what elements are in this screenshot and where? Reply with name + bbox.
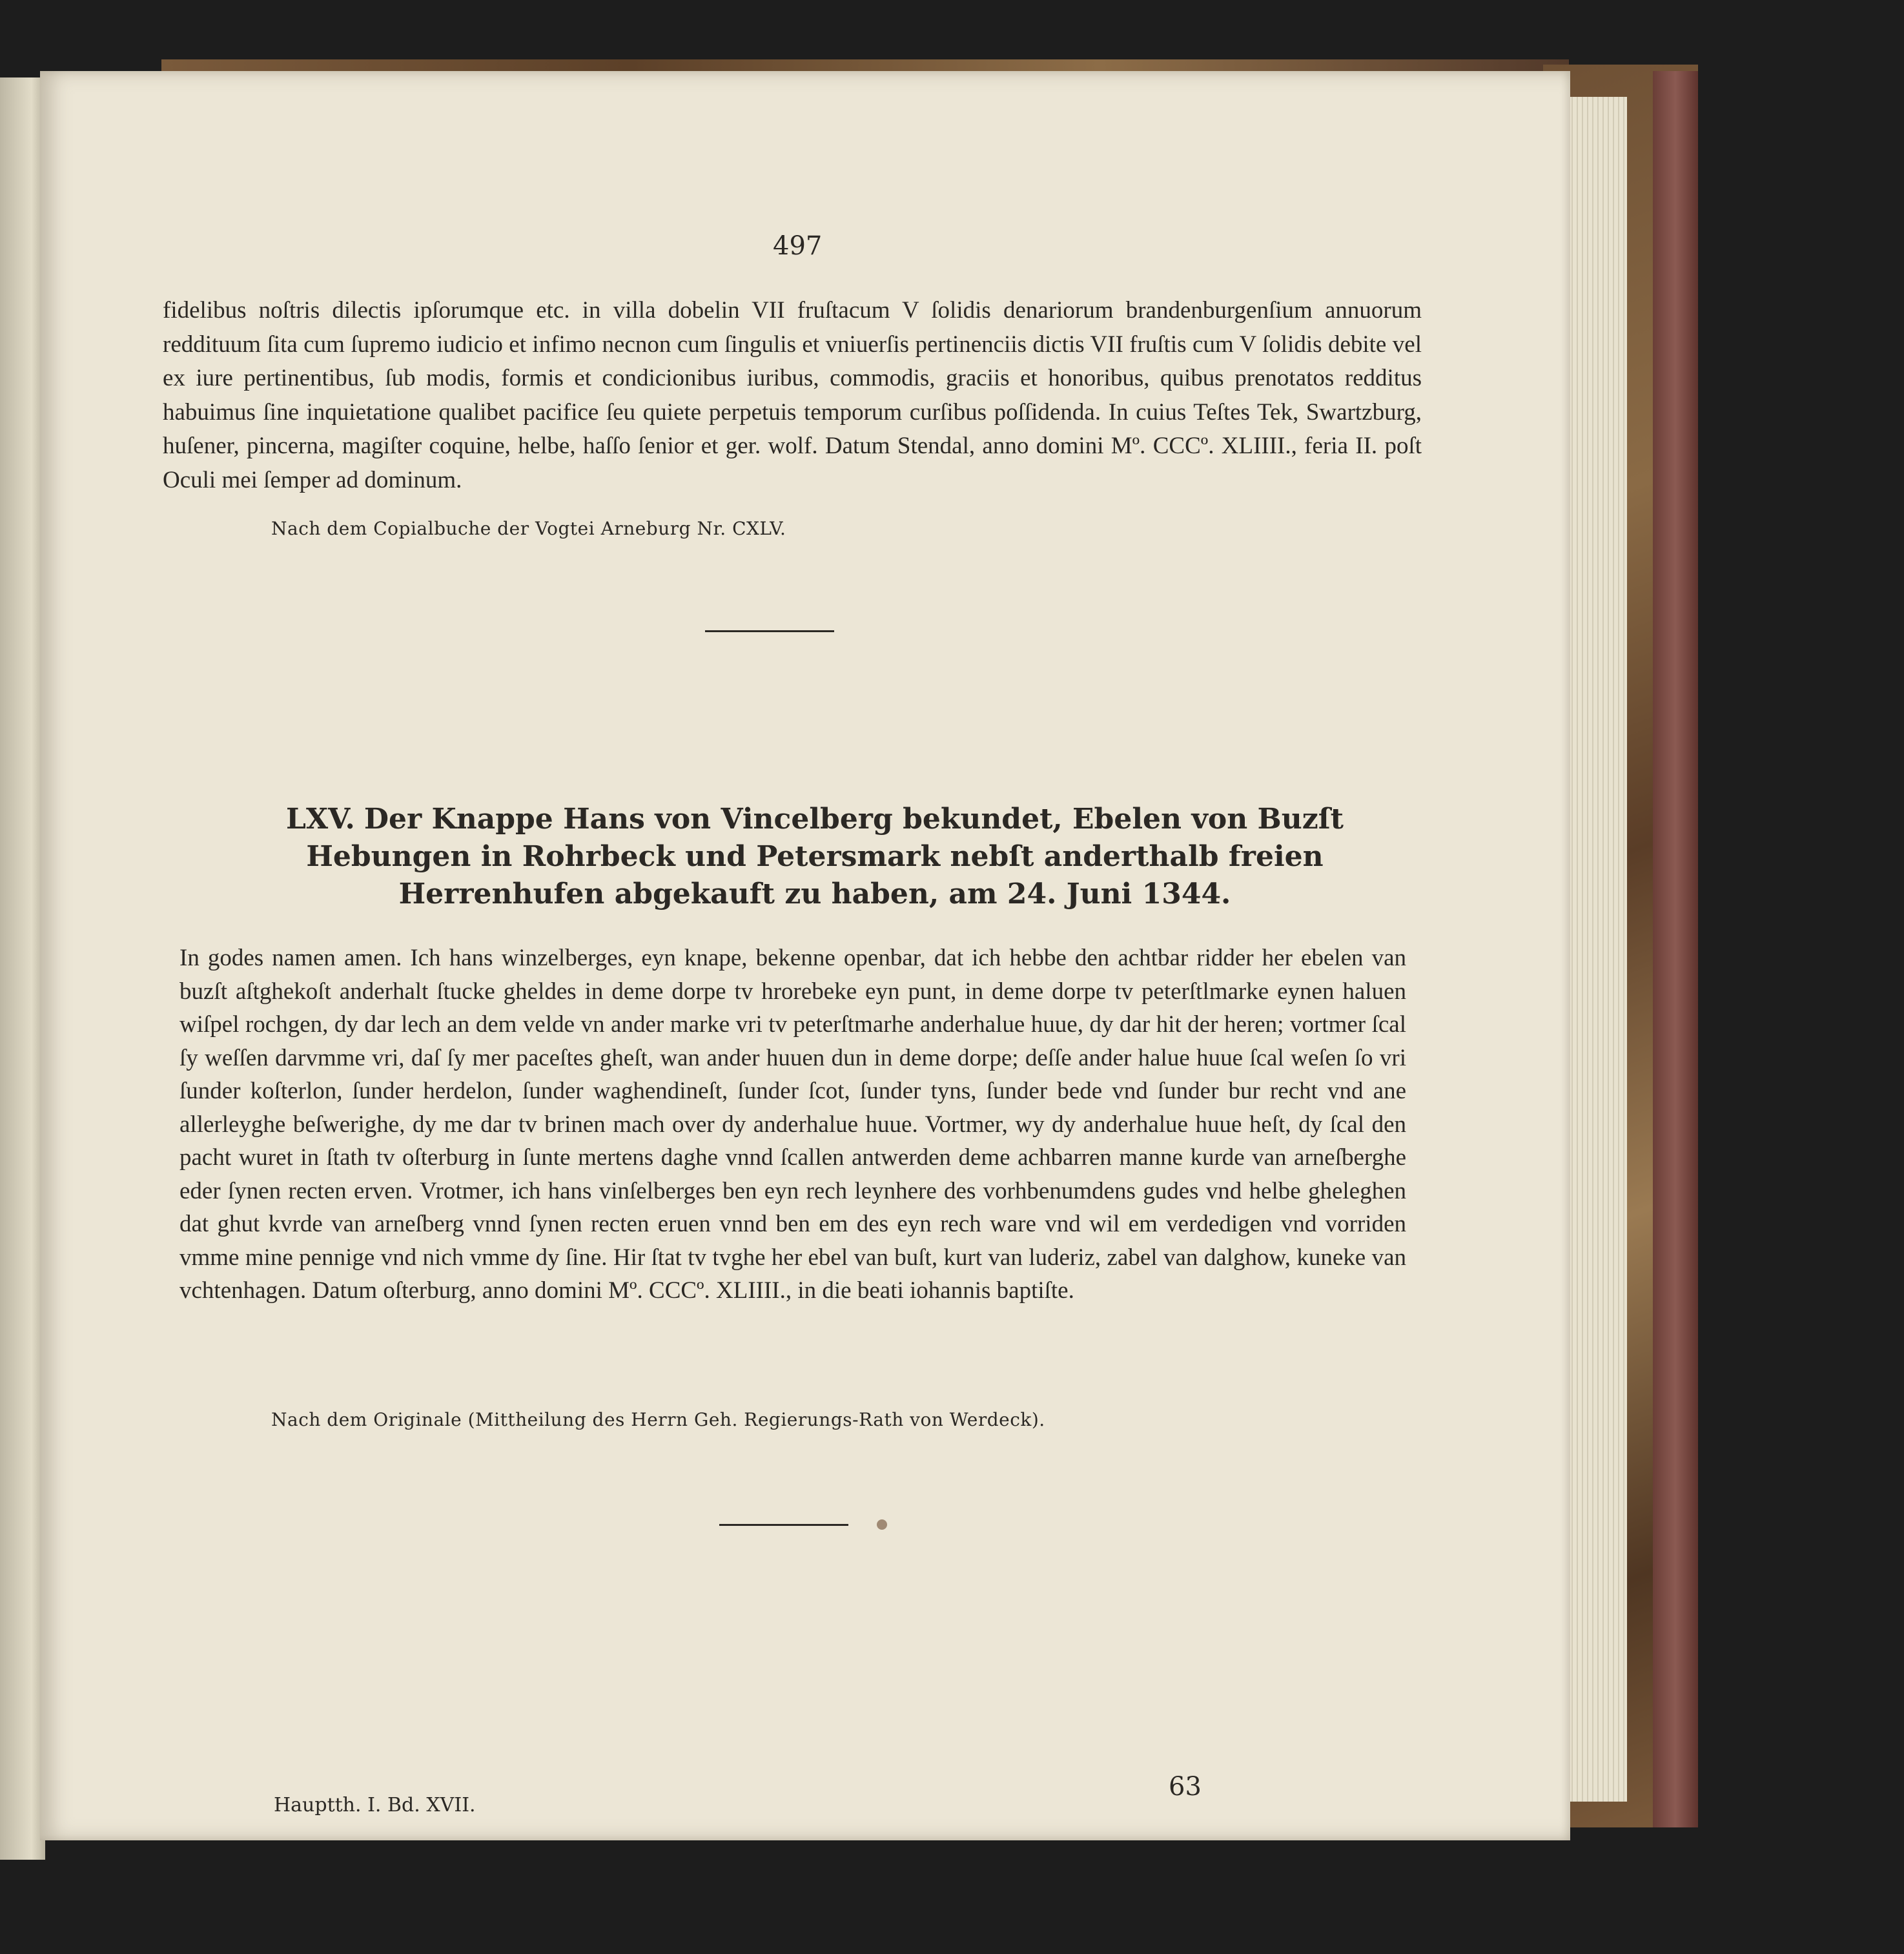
section-title: Der Knappe Hans von Vincelberg bekundet, Ebelen von Buzſt Hebungen in Rohrbeck und Petersmark nebſt anderthalb freien Herrenhufen abgekauft zu haben, am 24. Juni 1344. <box>306 803 1344 910</box>
footer-volume-signature: Hauptth. I. Bd. XVII. <box>274 1794 476 1816</box>
section-heading <box>208 801 1422 913</box>
page-stack-edge <box>1562 97 1627 1802</box>
source-note-1: Nach dem Copialbuche der Vogtei Arneburg Nr. CXLV. <box>271 518 786 539</box>
ink-speck <box>877 1519 887 1530</box>
section-divider-2 <box>719 1524 848 1526</box>
document-paragraph-1: fidelibus noſtris dilectis ipſorumque etc. in villa dobelin VII fruſtacum V ſolidis denariorum brandenburgenſium annuorum reddituum ſita cum ſupremo iudicio et infimo necnon cum ſingulis et vniuerſis pertinenciis dictis VII fruſtis cum V ſolidis debite vel ex iure pertinentibus, ſub modis, formis et condicionibus iuribus, commodis, graciis et honoribus, quibus prenotatos redditus habuimus ſine inquietatione qualibet pacifice ſeu quiete perpetuis temporum curſibus poſſidenda. In cuius Teſtes Tek, Swartzburg, huſener, pincerna, magiſter coquine, helbe, haſſo ſenior et ger. wolf. Datum Stendal, anno domini Mº. CCCº. XLIIII., feria II. poſt Oculi mei ſemper ad dominum. <box>163 297 1422 493</box>
page-number: 497 <box>773 231 823 261</box>
source-note-2: Nach dem Originale (Mittheilung des Herrn Geh. Regierungs-Rath von Werdeck). <box>271 1409 1045 1430</box>
book-spine-edge <box>1653 71 1698 1827</box>
book-page <box>40 71 1570 1840</box>
facing-page-edge <box>0 77 45 1860</box>
document-paragraph-2: In godes namen amen. Ich hans winzelberges, eyn knape, bekenne openbar, dat ich hebbe den achtbar ridder her ebelen van buzſt aſtghekoſt anderhalt ſtucke gheldes in deme dorpe tv hrorebeke eyn punt, in deme dorpe tv peterſtlmarke eynen haluen wiſpel rochgen, dy dar lech an dem velde vn ander marke vri tv peterſtmarhe anderhalue huue, dy dar hit der heren; vortmer ſcal ſy weſſen darvmme vri, daſ ſy mer paceſtes gheſt, wan ander huuen dun in deme dorpe; deſſe ander halue huue ſcal weſen ſo vri ſunder koſterlon, ſunder herdelon, ſunder waghendineſt, ſunder ſcot, ſunder tyns, ſunder bede vnd ſunder bur recht vnd ane allerleyghe beſwerighe, dy me dar tv brinen mach over dy anderhalue huue. Vortmer, wy dy anderhalue huue heſt, dy ſcal den pacht wuret in ſtath tv oſterburg in ſunte mertens daghe vnnd ſcallen antwerden deme achbarren manne kurde van arneſberghe eder ſynen recten erven. Vrotmer, ich hans vinſelberges ben eyn rech leynhere des vorhbenumdens gudes vnd helbe gheleghen dat ghut kvrde van arneſberg vnnd ſynen recten eruen vnnd ben em des eyn rech ware vnd wil em verdedigen vnd vorriden vmme mine pennige vnd nich vmme dy ſine. Hir ſtat tv tvghe her ebel van buſt, kurt van luderiz, zabel van dalghow, kuneke van vchtenhagen. Datum oſterburg, anno domini Mº. CCCº. XLIIII., in die beati iohannis baptiſte. <box>179 945 1406 1304</box>
section-divider-1 <box>705 630 834 632</box>
footer-sheet-number: 63 <box>1169 1772 1202 1802</box>
section-number: LXV. <box>286 803 355 836</box>
